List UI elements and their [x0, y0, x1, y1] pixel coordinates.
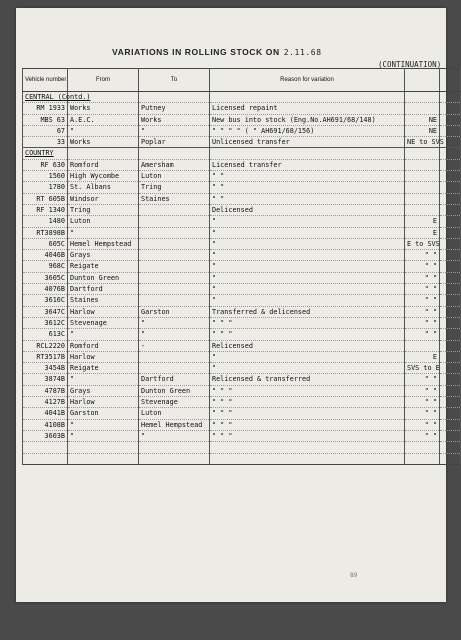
- code-cell: " ": [405, 397, 440, 408]
- from-cell: Stevenage: [68, 317, 139, 328]
- table-row: [23, 125, 461, 136]
- blank-cell: [440, 408, 461, 419]
- blank-cell: [440, 92, 461, 103]
- to-cell: ": [139, 317, 210, 328]
- to-cell: [139, 295, 210, 306]
- vehicle-cell: COUNTRY: [23, 148, 68, 159]
- code-cell: " ": [405, 317, 440, 328]
- blank-cell: [440, 284, 461, 295]
- reason-cell: " " ": [210, 397, 405, 408]
- title-date: 2.11.68: [283, 48, 322, 57]
- code-cell: " ": [405, 329, 440, 340]
- code-cell: SVS to E: [405, 363, 440, 374]
- to-cell: [139, 272, 210, 283]
- from-cell: Garston: [68, 408, 139, 419]
- vehicle-cell: RT3898B: [23, 227, 68, 238]
- from-cell: Staines: [68, 295, 139, 306]
- from-cell: Harlow: [68, 351, 139, 362]
- code-cell: " ": [405, 374, 440, 385]
- from-cell: ": [68, 430, 139, 441]
- code-cell: E: [405, 216, 440, 227]
- vehicle-cell: [23, 442, 68, 453]
- reason-cell: [210, 92, 405, 103]
- blank-cell: [440, 125, 461, 136]
- table-row: [23, 453, 461, 464]
- from-cell: Works: [68, 137, 139, 148]
- from-cell: Harlow: [68, 397, 139, 408]
- blank-cell: [440, 204, 461, 215]
- from-cell: Windsor: [68, 193, 139, 204]
- table-row: [23, 340, 461, 351]
- table-row: [23, 227, 461, 238]
- reason-cell: ": [210, 363, 405, 374]
- blank-cell: [440, 442, 461, 453]
- table-header-row: [23, 69, 461, 92]
- vehicle-cell: 605C: [23, 238, 68, 249]
- vehicle-cell: 3454B: [23, 363, 68, 374]
- to-cell: Dartford: [139, 374, 210, 385]
- to-cell: Luton: [139, 171, 210, 182]
- code-cell: " ": [405, 272, 440, 283]
- blank-cell: [440, 182, 461, 193]
- code-cell: " ": [405, 430, 440, 441]
- to-cell: [139, 250, 210, 261]
- from-cell: Works: [68, 103, 139, 114]
- reason-cell: " " ": [210, 430, 405, 441]
- reason-cell: [210, 442, 405, 453]
- to-cell: -: [139, 340, 210, 351]
- reason-cell: ": [210, 284, 405, 295]
- from-cell: Dartford: [68, 284, 139, 295]
- table-row: [23, 351, 461, 362]
- header-reason: Reason for variation: [210, 69, 405, 92]
- title-text: VARIATIONS IN ROLLING STOCK ON: [112, 47, 280, 57]
- reason-cell: " " ": [210, 408, 405, 419]
- reason-cell: Licensed transfer: [210, 159, 405, 170]
- table-row: [23, 385, 461, 396]
- vehicle-cell: 4108B: [23, 419, 68, 430]
- table-body: [23, 92, 461, 465]
- table-row: [23, 419, 461, 430]
- to-cell: [139, 227, 210, 238]
- table-row: [23, 216, 461, 227]
- blank-cell: [440, 148, 461, 159]
- to-cell: Tring: [139, 182, 210, 193]
- code-cell: [405, 159, 440, 170]
- code-cell: NE to SVS: [405, 137, 440, 148]
- code-cell: [405, 171, 440, 182]
- vehicle-cell: MBS 63: [23, 114, 68, 125]
- from-cell: High Wycombe: [68, 171, 139, 182]
- from-cell: ": [68, 227, 139, 238]
- to-cell: Putney: [139, 103, 210, 114]
- code-cell: [405, 92, 440, 103]
- from-cell: Grays: [68, 385, 139, 396]
- blank-cell: [440, 216, 461, 227]
- from-cell: St. Albans: [68, 182, 139, 193]
- code-cell: " ": [405, 419, 440, 430]
- to-cell: ": [139, 125, 210, 136]
- vehicle-cell: 968C: [23, 261, 68, 272]
- vehicle-cell: 4041B: [23, 408, 68, 419]
- code-cell: [405, 442, 440, 453]
- code-cell: " ": [405, 250, 440, 261]
- reason-cell: Delicensed: [210, 204, 405, 215]
- from-cell: [68, 442, 139, 453]
- blank-cell: [440, 317, 461, 328]
- reason-cell: Unlicensed transfer: [210, 137, 405, 148]
- vehicle-cell: 3612C: [23, 317, 68, 328]
- blank-cell: [440, 250, 461, 261]
- code-cell: " ": [405, 306, 440, 317]
- to-cell: [139, 351, 210, 362]
- to-cell: Staines: [139, 193, 210, 204]
- vehicle-cell: 4127B: [23, 397, 68, 408]
- blank-cell: [440, 261, 461, 272]
- code-cell: [405, 148, 440, 159]
- blank-cell: [440, 374, 461, 385]
- to-cell: Amersham: [139, 159, 210, 170]
- table-row: [23, 250, 461, 261]
- header-code: [405, 69, 440, 92]
- reason-cell: New bus into stock (Eng.No.AH691/68/148): [210, 114, 405, 125]
- code-cell: " ": [405, 385, 440, 396]
- blank-cell: [440, 397, 461, 408]
- table-row: [23, 306, 461, 317]
- continuation-label: (CONTINUATION): [378, 60, 442, 69]
- blank-cell: [440, 238, 461, 249]
- to-cell: ": [139, 430, 210, 441]
- code-cell: NE: [405, 114, 440, 125]
- to-cell: ": [139, 329, 210, 340]
- from-cell: ": [68, 374, 139, 385]
- from-cell: ": [68, 125, 139, 136]
- blank-cell: [440, 306, 461, 317]
- header-from: From: [68, 69, 139, 92]
- vehicle-cell: 1480: [23, 216, 68, 227]
- vehicle-cell: 4046B: [23, 250, 68, 261]
- from-cell: Romford: [68, 340, 139, 351]
- table-row: [23, 92, 461, 103]
- vehicle-cell: RT 605B: [23, 193, 68, 204]
- table-row: [23, 295, 461, 306]
- blank-cell: [440, 453, 461, 464]
- reason-cell: Relicensed: [210, 340, 405, 351]
- reason-cell: " " ": [210, 419, 405, 430]
- vehicle-cell: 3647C: [23, 306, 68, 317]
- table-row: [23, 317, 461, 328]
- vehicle-cell: RF 630: [23, 159, 68, 170]
- table-row: [23, 329, 461, 340]
- to-cell: [139, 363, 210, 374]
- from-cell: ": [68, 419, 139, 430]
- code-cell: " ": [405, 408, 440, 419]
- table-row: [23, 171, 461, 182]
- to-cell: [139, 216, 210, 227]
- table-row: [23, 272, 461, 283]
- blank-cell: [440, 103, 461, 114]
- blank-cell: [440, 329, 461, 340]
- blank-cell: [440, 272, 461, 283]
- header-vehicle: Vehicle number: [23, 69, 68, 92]
- blank-cell: [440, 419, 461, 430]
- table-row: [23, 137, 461, 148]
- to-cell: Dunton Green: [139, 385, 210, 396]
- table-row: [23, 397, 461, 408]
- reason-cell: " ": [210, 171, 405, 182]
- table-row: [23, 103, 461, 114]
- footer-mark: 89: [350, 572, 358, 579]
- to-cell: [139, 453, 210, 464]
- reason-cell: ": [210, 227, 405, 238]
- from-cell: Dunton Green: [68, 272, 139, 283]
- reason-cell: ": [210, 295, 405, 306]
- from-cell: Grays: [68, 250, 139, 261]
- table-row: [23, 193, 461, 204]
- vehicle-cell: 3603B: [23, 430, 68, 441]
- from-cell: ": [68, 329, 139, 340]
- to-cell: [139, 261, 210, 272]
- from-cell: [68, 453, 139, 464]
- to-cell: Hemel Hempstead: [139, 419, 210, 430]
- reason-cell: ": [210, 272, 405, 283]
- blank-cell: [440, 171, 461, 182]
- to-cell: [139, 148, 210, 159]
- code-cell: " ": [405, 295, 440, 306]
- to-cell: Luton: [139, 408, 210, 419]
- code-cell: [405, 340, 440, 351]
- code-cell: " ": [405, 261, 440, 272]
- code-cell: E: [405, 351, 440, 362]
- table-row: [23, 159, 461, 170]
- table-row: [23, 284, 461, 295]
- reason-cell: " " ": [210, 385, 405, 396]
- blank-cell: [440, 227, 461, 238]
- to-cell: [139, 284, 210, 295]
- from-cell: Hemel Hempstead: [68, 238, 139, 249]
- code-cell: NE: [405, 125, 440, 136]
- table-row: [23, 261, 461, 272]
- table-row: [23, 204, 461, 215]
- to-cell: [139, 442, 210, 453]
- to-cell: [139, 204, 210, 215]
- reason-cell: " ": [210, 193, 405, 204]
- blank-cell: [440, 430, 461, 441]
- vehicle-cell: [23, 453, 68, 464]
- vehicle-cell: 3874B: [23, 374, 68, 385]
- from-cell: [68, 148, 139, 159]
- code-cell: [405, 182, 440, 193]
- reason-cell: Licensed repaint: [210, 103, 405, 114]
- table-row: [23, 114, 461, 125]
- vehicle-cell: 3605C: [23, 272, 68, 283]
- reason-cell: " " ": [210, 317, 405, 328]
- from-cell: Tring: [68, 204, 139, 215]
- code-cell: [405, 453, 440, 464]
- reason-cell: ": [210, 261, 405, 272]
- reason-cell: ": [210, 216, 405, 227]
- code-cell: [405, 103, 440, 114]
- code-cell: [405, 204, 440, 215]
- table-row: [23, 408, 461, 419]
- to-cell: [139, 92, 210, 103]
- blank-cell: [440, 340, 461, 351]
- vehicle-cell: 67: [23, 125, 68, 136]
- vehicle-cell: 33: [23, 137, 68, 148]
- reason-cell: ": [210, 351, 405, 362]
- vehicle-cell: 4076B: [23, 284, 68, 295]
- blank-cell: [440, 351, 461, 362]
- vehicle-cell: RCL2220: [23, 340, 68, 351]
- to-cell: Poplar: [139, 137, 210, 148]
- reason-cell: ": [210, 250, 405, 261]
- header-to: To: [139, 69, 210, 92]
- from-cell: Reigate: [68, 261, 139, 272]
- vehicle-cell: 1780: [23, 182, 68, 193]
- reason-cell: " " " " ( " AH691/68/156): [210, 125, 405, 136]
- table-row: [23, 148, 461, 159]
- table-row: [23, 442, 461, 453]
- header-blank: [440, 69, 461, 92]
- blank-cell: [440, 363, 461, 374]
- vehicle-cell: RT3517B: [23, 351, 68, 362]
- vehicle-cell: 3616C: [23, 295, 68, 306]
- to-cell: Works: [139, 114, 210, 125]
- from-cell: Luton: [68, 216, 139, 227]
- code-cell: " ": [405, 284, 440, 295]
- blank-cell: [440, 295, 461, 306]
- vehicle-cell: 4787B: [23, 385, 68, 396]
- vehicle-cell: RF 1340: [23, 204, 68, 215]
- from-cell: Romford: [68, 159, 139, 170]
- table-row: [23, 182, 461, 193]
- from-cell: A.E.C.: [68, 114, 139, 125]
- vehicle-cell: RM 1933: [23, 103, 68, 114]
- reason-cell: ": [210, 238, 405, 249]
- reason-cell: " ": [210, 182, 405, 193]
- vehicle-cell: 613C: [23, 329, 68, 340]
- from-cell: Harlow: [68, 306, 139, 317]
- rolling-stock-table: [22, 68, 461, 465]
- to-cell: Garston: [139, 306, 210, 317]
- reason-cell: Relicensed & transferred: [210, 374, 405, 385]
- code-cell: [405, 193, 440, 204]
- blank-cell: [440, 385, 461, 396]
- blank-cell: [440, 159, 461, 170]
- table-row: [23, 238, 461, 249]
- code-cell: E to SVS: [405, 238, 440, 249]
- document-title: [112, 47, 352, 57]
- table-row: [23, 363, 461, 374]
- vehicle-cell: 1560: [23, 171, 68, 182]
- code-cell: E: [405, 227, 440, 238]
- reason-cell: " " ": [210, 329, 405, 340]
- blank-cell: [440, 193, 461, 204]
- to-cell: Stevenage: [139, 397, 210, 408]
- to-cell: [139, 238, 210, 249]
- from-cell: Reigate: [68, 363, 139, 374]
- table-row: [23, 430, 461, 441]
- vehicle-cell: CENTRAL (Contd.): [23, 92, 68, 103]
- blank-cell: [440, 114, 461, 125]
- reason-cell: [210, 148, 405, 159]
- reason-cell: [210, 453, 405, 464]
- reason-cell: Transferred & delicensed: [210, 306, 405, 317]
- table-row: [23, 374, 461, 385]
